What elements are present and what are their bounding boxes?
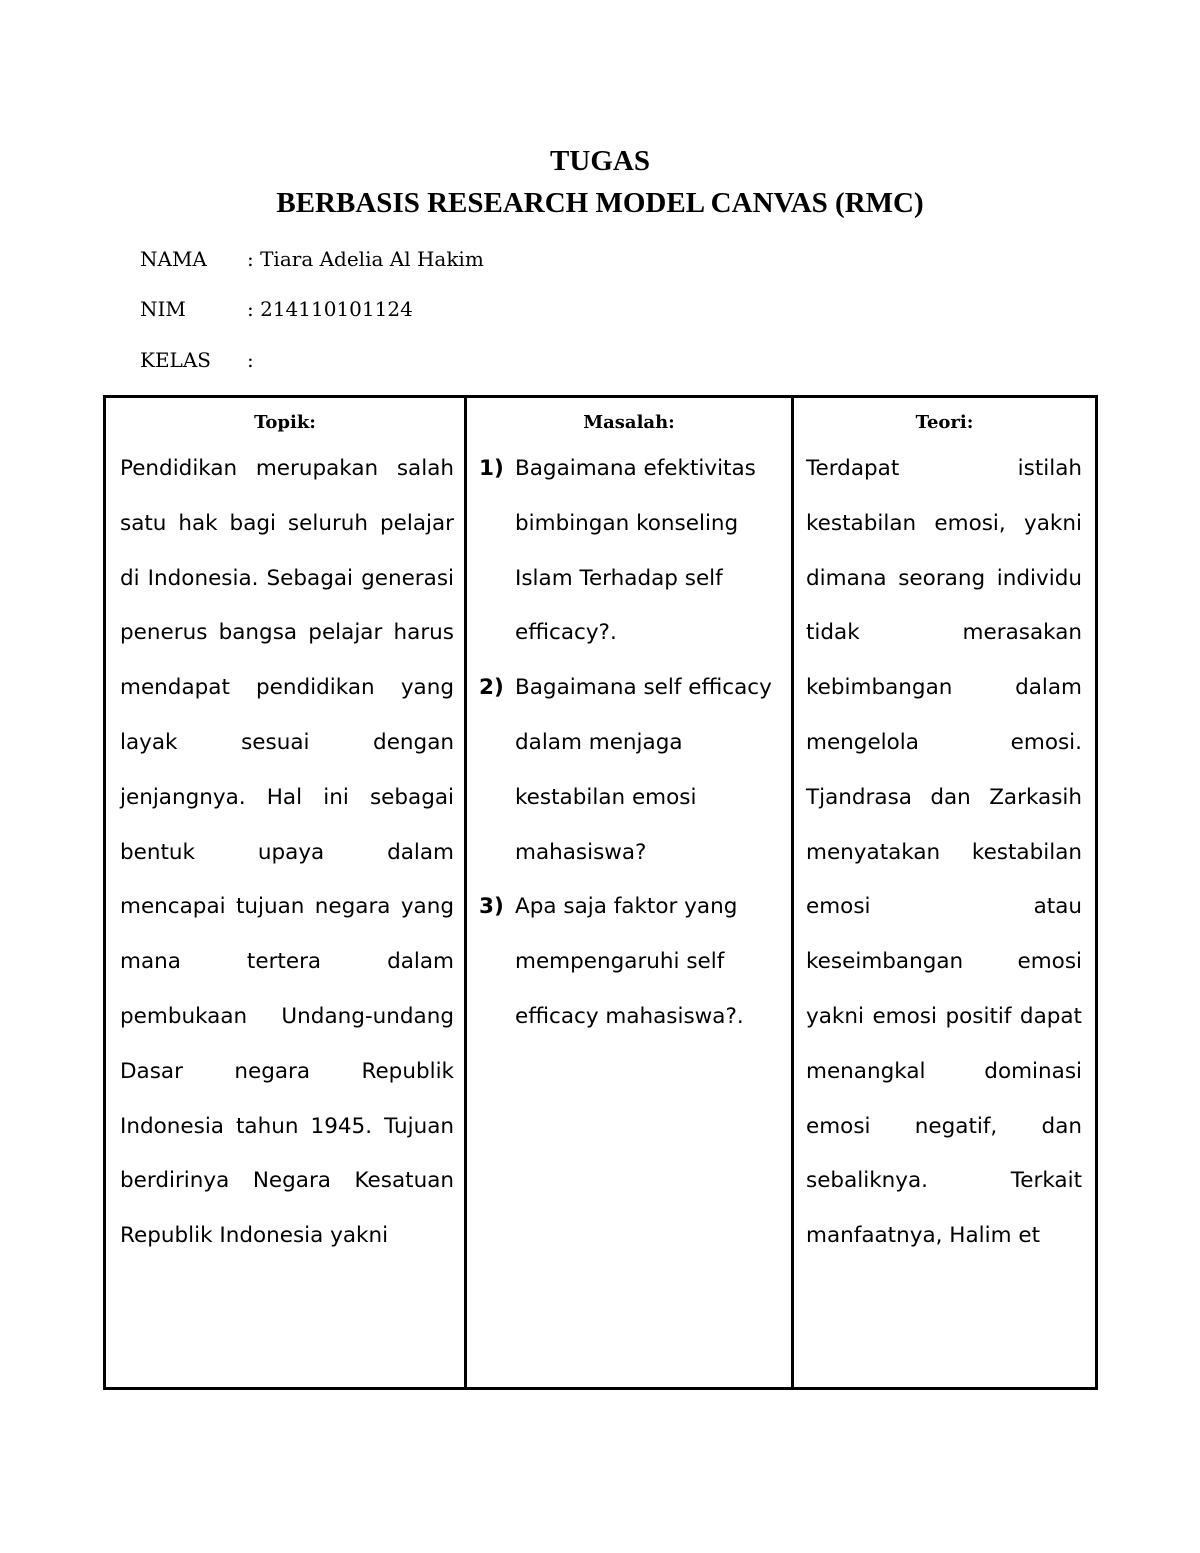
list-item-number: 1) bbox=[479, 456, 504, 481]
topik-column bbox=[106, 398, 467, 1387]
identity-row-nama bbox=[140, 247, 484, 271]
kelas-label: KELAS bbox=[140, 348, 211, 372]
masalah-body bbox=[479, 442, 779, 1045]
list-item-number: 2) bbox=[479, 675, 504, 701]
document-subtitle: BERBASIS RESEARCH MODEL CANVAS (RMC) bbox=[276, 187, 924, 219]
document-title: TUGAS bbox=[550, 145, 650, 177]
identity-row-nim bbox=[140, 297, 413, 321]
topik-text: Pendidikan merupakan salah satu hak bagi seluruh pelajar di Indonesia. Sebagai generasi penerus bangsa pelajar harus mendapat pendidikan yang layak sesuai dengan jenjangnya. Hal ini sebagai bentuk upaya dalam mencapai tujuan negara yang mana tertera dalam pembukaan Undang-undang Dasar negara Republik Indonesia tahun 1945. Tujuan berdirinya Negara Kesatuan Republik Indonesia yakni bbox=[120, 456, 454, 1249]
nim-value: : 214110101124 bbox=[247, 297, 413, 321]
topik-heading: Topik: bbox=[254, 412, 316, 433]
list-item bbox=[479, 880, 779, 1044]
nim-label: NIM bbox=[140, 297, 186, 321]
nama-value: : Tiara Adelia Al Hakim bbox=[247, 247, 484, 271]
list-item bbox=[479, 661, 779, 880]
masalah-heading: Masalah: bbox=[583, 412, 675, 433]
list-item bbox=[479, 442, 779, 661]
teori-column bbox=[794, 398, 1095, 1387]
teori-heading: Teori: bbox=[915, 412, 974, 433]
nama-label: NAMA bbox=[140, 247, 207, 271]
kelas-value: : bbox=[247, 348, 254, 372]
list-item-text: Bagaimana self efficacy dalam menjaga kestabilan emosi mahasiswa? bbox=[515, 675, 772, 865]
identity-row-kelas bbox=[140, 348, 254, 372]
list-item-number: 3) bbox=[479, 894, 504, 920]
masalah-column bbox=[467, 398, 794, 1387]
list-item-text: Bagaimana efektivitas bimbingan konseling Islam Terhadap self efficacy?. bbox=[515, 456, 756, 646]
rmc-table bbox=[103, 395, 1098, 1390]
masalah-list bbox=[479, 442, 779, 1045]
list-item-text: Apa saja faktor yang mempengaruhi self efficacy mahasiswa?. bbox=[515, 894, 744, 1029]
teori-text: Terdapat istilah kestabilan emosi, yakni dimana seorang individu tidak merasakan kebimbangan dalam mengelola emosi. Tjandrasa dan Zarkasih menyatakan kestabilan emosi atau keseimbangan emosi yakni emosi positif dapat menangkal dominasi emosi negatif, dan sebaliknya. Terkait manfaatnya, Halim et bbox=[806, 456, 1082, 1249]
